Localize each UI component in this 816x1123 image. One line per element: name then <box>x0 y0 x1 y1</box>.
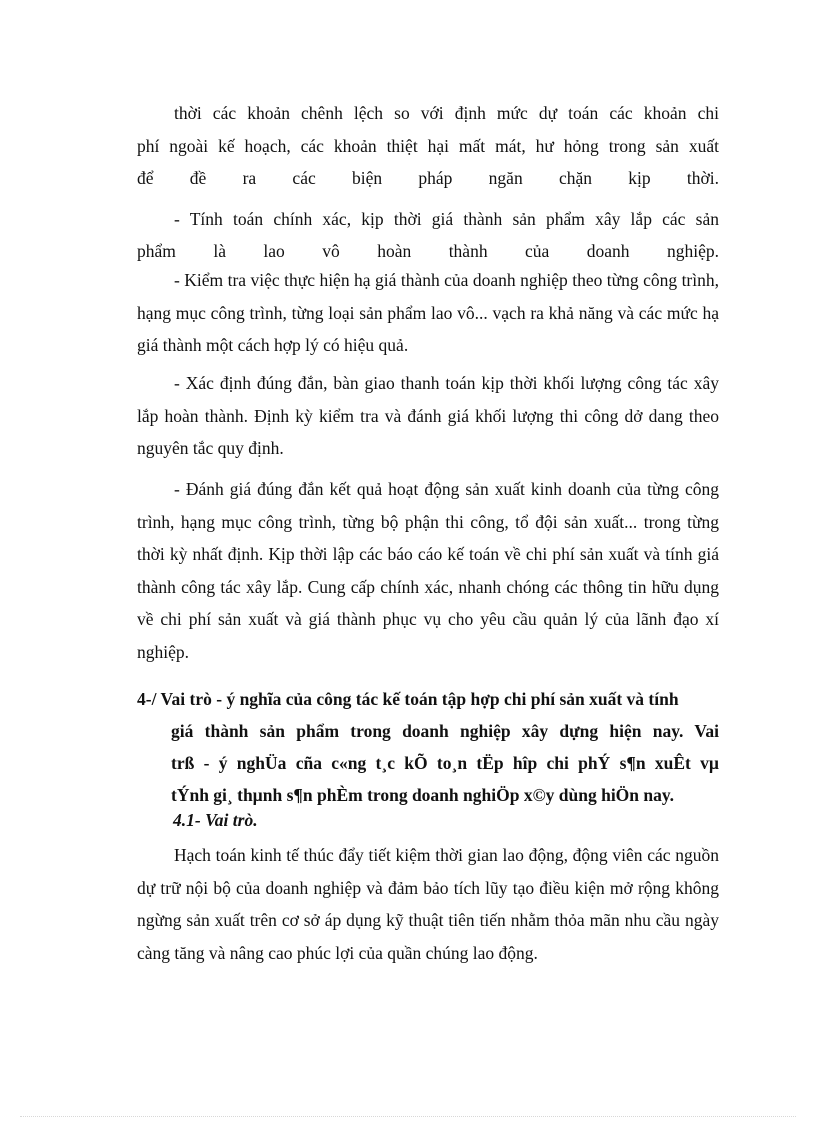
paragraph-economic-accounting: Hạch toán kinh tế thúc đẩy tiết kiệm thời gian lao động, động viên các nguồn dự trữ nội bộ của doanh nghiệp và đảm bảo tích lũy tạo điều kiện mở rộng không ngừng sản xuất trên cơ sở áp dụng kỹ thuật tiên tiến nhằm thỏa mãn nhu cầu ngày càng tăng và nâng cao phúc lợi của quần chúng lao động. <box>137 845 719 963</box>
paragraph-group-2 <box>137 264 719 362</box>
paragraph-line: - Tính toán chính xác, kịp thời giá thành sản phẩm xây lắp các sản <box>174 208 719 229</box>
paragraph-line: phẩm là lao vô hoàn thành của doanh nghiệp. <box>137 241 719 261</box>
paragraph-line: thời các khoản chênh lệch so với định mức dự toán các khoản chi <box>174 103 719 123</box>
paragraph-line: để đề ra các biện pháp ngăn chặn kịp thời. <box>137 168 719 188</box>
paragraph-group-1 <box>137 97 719 268</box>
paragraph-group-4 <box>137 473 719 668</box>
section-heading <box>137 683 719 811</box>
page-edge-divider <box>20 1116 796 1117</box>
paragraph-line: phí ngoài kế hoạch, các khoản thiệt hại mất mát, hư hỏng trong sản xuất <box>137 135 719 156</box>
paragraph-cost-reduction-check: - Kiểm tra việc thực hiện hạ giá thành của doanh nghiệp theo từng công trình, hạng mục công trình, từng loại sản phẩm lao vô... vạch ra khả năng và các mức hạ giá thành một cách hợp lý có hiệu quả. <box>137 270 719 355</box>
heading-line: giá thành sản phẩm trong doanh nghiệp xây dựng hiện nay. Vai <box>171 721 719 741</box>
paragraph-cost-variance <box>137 97 719 130</box>
heading-line: trß - ý nghÜa cña c«ng t¸c kÕ to¸n tËp hîp chi phÝ s¶n xuÊt vµ <box>171 753 719 773</box>
heading-line: tÝnh gi¸ thµnh s¶n phÈm trong doanh nghiÖp x©y dùng hiÖn nay. <box>171 785 675 805</box>
paragraph-volume-handover: - Xác định đúng đắn, bàn giao thanh toán kịp thời khối lượng công tác xây lắp hoàn thành. Định kỳ kiểm tra và đánh giá khối lượng thi công dở dang theo nguyên tắc quy định. <box>137 373 719 458</box>
paragraph-group-5 <box>137 839 719 969</box>
paragraph-performance-evaluation: - Đánh giá đúng đắn kết quả hoạt động sản xuất kinh doanh của từng công trình, hạng mục công trình, từng bộ phận thi công, tổ đội sản xuất... trong từng thời kỳ nhất định. Kịp thời lập các báo cáo kế toán về chi phí sản xuất và tính giá thành công tác xây lắp. Cung cấp chính xác, nhanh chóng các thông tin hữu dụng về chi phí sản xuất và giá thành phục vụ cho yêu cầu quản lý của lãnh đạo xí nghiệp. <box>137 479 719 662</box>
subsection-heading: 4.1- Vai trò. <box>173 810 258 830</box>
paragraph-group-3 <box>137 367 719 465</box>
heading-line: 4-/ Vai trò - ý nghĩa của công tác kế toán tập hợp chi phí sản xuất và tính <box>137 689 679 709</box>
